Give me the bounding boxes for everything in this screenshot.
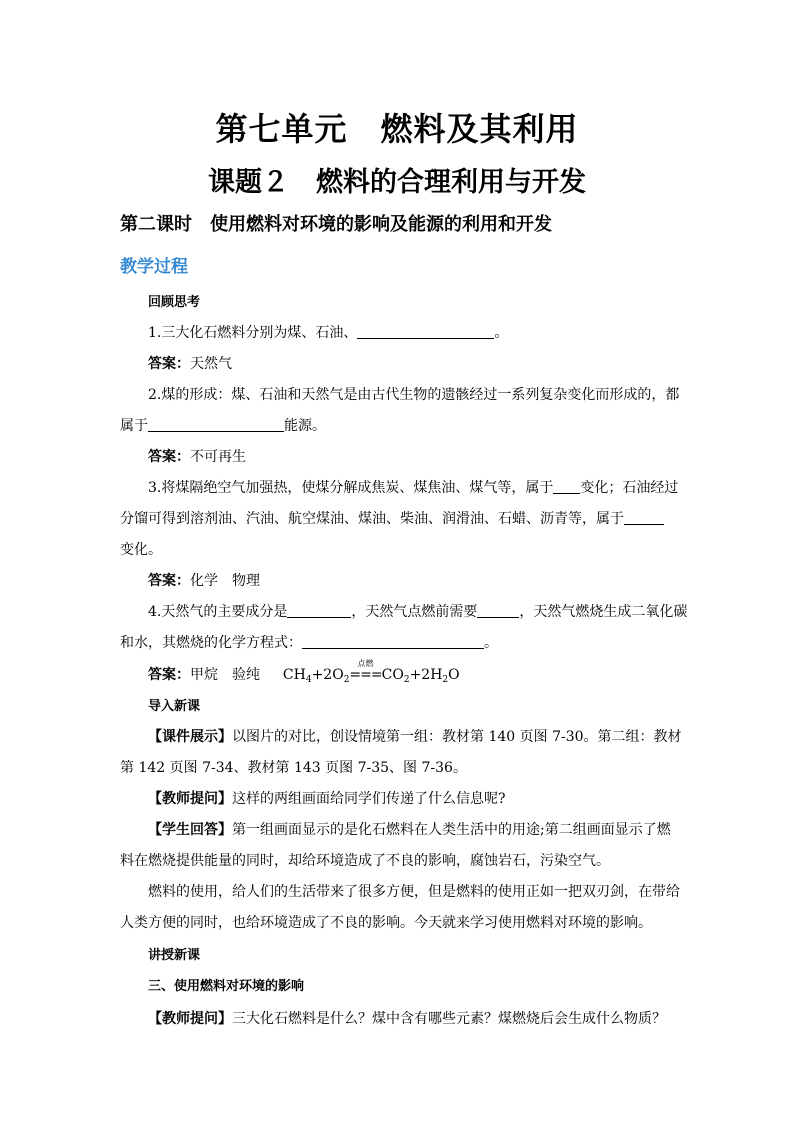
q4-a: 4.天然气的主要成分是: [148, 604, 288, 620]
q3-end: 变化；石油经过: [580, 480, 679, 496]
q4-start: 和水，其燃烧的化学方程式：: [120, 635, 302, 651]
intro-p1-line-1: 【课件展示】以图片的对比，创设情境第一组：教材第 140 页图 7-30。第二组：教材: [148, 729, 682, 745]
q2-start: 属于: [120, 418, 148, 434]
intro-p3-line-2: 料在燃烧提供能量的同时，却给环境造成了不良的影响，腐蚀岩石，污染空气。: [120, 853, 610, 869]
answer-3: [148, 570, 260, 590]
question-3-line-3: 变化。: [120, 542, 162, 558]
student-answer-label: 【学生回答】: [148, 822, 232, 838]
q4-blank-2: [477, 603, 519, 618]
q1-text: 1.三大化石燃料分别为煤、石油、: [148, 325, 358, 341]
question-2-line-1: 2.煤的形成：煤、石油和天然气是由古代生物的遗骸经过一系列复杂变化而形成的，都: [148, 387, 680, 403]
lecture-heading: 讲授新课: [148, 948, 201, 963]
lecture-p1: 【教师提问】三大化石燃料是什么？煤中含有哪些元素？煤燃烧后会生成什么物质？: [148, 1011, 666, 1027]
answer-label: 答案：: [148, 667, 190, 683]
unit-title: 第七单元 燃料及其利用: [215, 110, 579, 148]
q3-blank-1: [553, 479, 580, 494]
courseware-label: 【课件展示】: [148, 729, 232, 745]
q1-blank: [357, 324, 494, 339]
answer-4: [148, 659, 460, 685]
question-4-line-1: [148, 601, 687, 621]
reaction-condition: 点燃 ===: [349, 659, 382, 683]
q3-blank-2: [624, 510, 664, 525]
q3-start: 3.将煤隔绝空气加强热，使煤分解成焦炭、煤焦油、煤气等，属于: [148, 480, 554, 496]
q3-line-2-text: 分馏可得到溶剂油、汽油、航空煤油、煤油、柴油、润滑油、石蜡、沥青等，属于: [120, 511, 624, 527]
answer-value: 化学 物理: [190, 573, 260, 589]
answer-value: 天然气: [190, 356, 232, 372]
chemical-equation: $CH_4+2O_2$ 点燃 $===CO_2+2H_2O$: [282, 659, 460, 685]
section-title: 教学过程: [120, 257, 188, 277]
intro-p1-line-2: 第 142 页图 7-34、教材第 143 页图 7-35、图 7-36。: [120, 760, 467, 776]
review-heading: 回顾思考: [148, 295, 201, 310]
answer-label: 答案：: [148, 449, 190, 465]
q4-blank-3: [302, 634, 484, 649]
q4-blank-1: [287, 603, 351, 618]
q4-b: ，天然气点燃前需要: [351, 604, 478, 620]
q4-end: 。: [484, 635, 498, 651]
answer-label: 答案：: [148, 356, 190, 372]
topic-title: 课题２ 燃料的合理利用与开发: [208, 167, 586, 198]
q2-blank: [148, 417, 284, 432]
teacher-question-label: 【教师提问】: [148, 1011, 232, 1027]
lesson-title: 第二课时 使用燃料对环境的影响及能源的利用和开发: [120, 214, 552, 235]
answer-1: [148, 353, 232, 373]
question-3-line-1: [148, 477, 678, 497]
q4-c: ，天然气燃烧生成二氧化碳: [519, 604, 688, 620]
question-4-line-2: [120, 632, 498, 652]
answer-value: 甲烷 验纯: [190, 667, 260, 683]
answer-label: 答案：: [148, 573, 190, 589]
intro-p4-line-2: 人类方便的同时，也给环境造成了不良的影响。今天就来学习使用燃料对环境的影响。: [120, 915, 652, 931]
teacher-question-label: 【教师提问】: [148, 791, 232, 807]
intro-heading: 导入新课: [148, 699, 201, 714]
q2-end: 能源。: [284, 418, 326, 434]
lecture-subheading: 三、使用燃料对环境的影响: [148, 979, 305, 994]
intro-p4-line-1: 燃料的使用，给人们的生活带来了很多方便，但是燃料的使用正如一把双刃剑，在带给: [148, 884, 680, 900]
answer-2: [148, 446, 246, 466]
intro-p3-line-1: 【学生回答】第一组画面显示的是化石燃料在人类生活中的用途;第二组画面显示了燃: [148, 822, 671, 838]
q1-end: 。: [494, 325, 509, 341]
question-3-line-2: [120, 508, 664, 528]
answer-value: 不可再生: [190, 449, 246, 465]
question-1: [148, 322, 508, 342]
question-2-line-2: [120, 415, 326, 435]
intro-p2: 【教师提问】这样的两组画面给同学们传递了什么信息呢?: [148, 791, 506, 807]
